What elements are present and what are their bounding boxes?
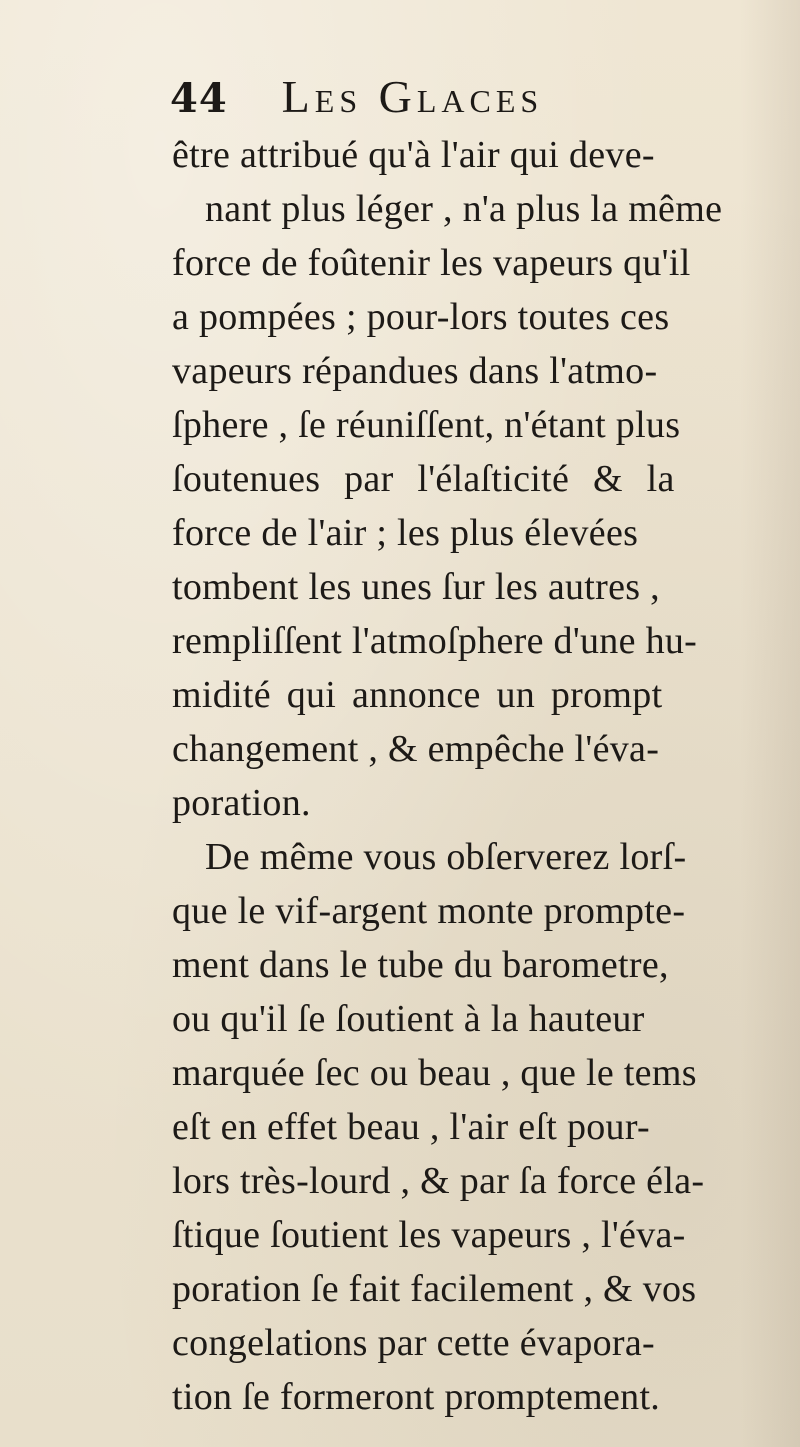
page-header [170,70,543,130]
text-line: vapeurs répandues dans l'atmo- [172,350,658,392]
running-head: Les Glaces [281,71,544,122]
text-line: poration. [172,782,311,824]
text-line: ou qu'il ſe ſoutient à la hauteur [172,998,645,1040]
text-line: midité qui annonce un prompt [172,674,663,716]
page-edge-shadow [740,0,800,1447]
text-line: que le vif-argent monte prompte- [172,890,686,932]
text-line: congelations par cette évapora- [172,1322,656,1364]
text-line: force de foûtenir les vapeurs qu'il [172,242,691,284]
text-line: être attribué qu'à l'air qui deve- [172,134,655,176]
text-line: force de l'air ; les plus élevées [172,512,639,554]
text-line: rempliſſent l'atmoſphere d'une hu- [172,620,698,662]
text-line: a pompées ; pour-lors toutes ces [172,296,670,338]
text-line: De même vous obſerverez lorſ- [205,836,687,878]
text-line: nant plus léger , n'a plus la même [205,188,723,230]
text-line: changement , & empêche l'éva- [172,728,660,770]
page-number: 44 [170,75,228,122]
text-line: ſphere , ſe réuniſſent, n'étant plus [172,404,681,446]
text-line: lors très-lourd , & par ſa force éla- [172,1160,705,1202]
text-line: tombent les unes ſur les autres , [172,566,660,608]
text-line: poration ſe fait facilement , & vos [172,1268,697,1310]
text-line: ſtique ſoutient les vapeurs , l'éva- [172,1214,686,1256]
text-line: eſt en effet beau , l'air eſt pour- [172,1106,651,1148]
text-line: marquée ſec ou beau , que le tems [172,1052,697,1094]
text-line: ſoutenues par l'élaſticité & la [172,458,675,500]
text-line: tion ſe formeront promptement. [172,1376,661,1418]
text-line: ment dans le tube du barometre, [172,944,669,986]
